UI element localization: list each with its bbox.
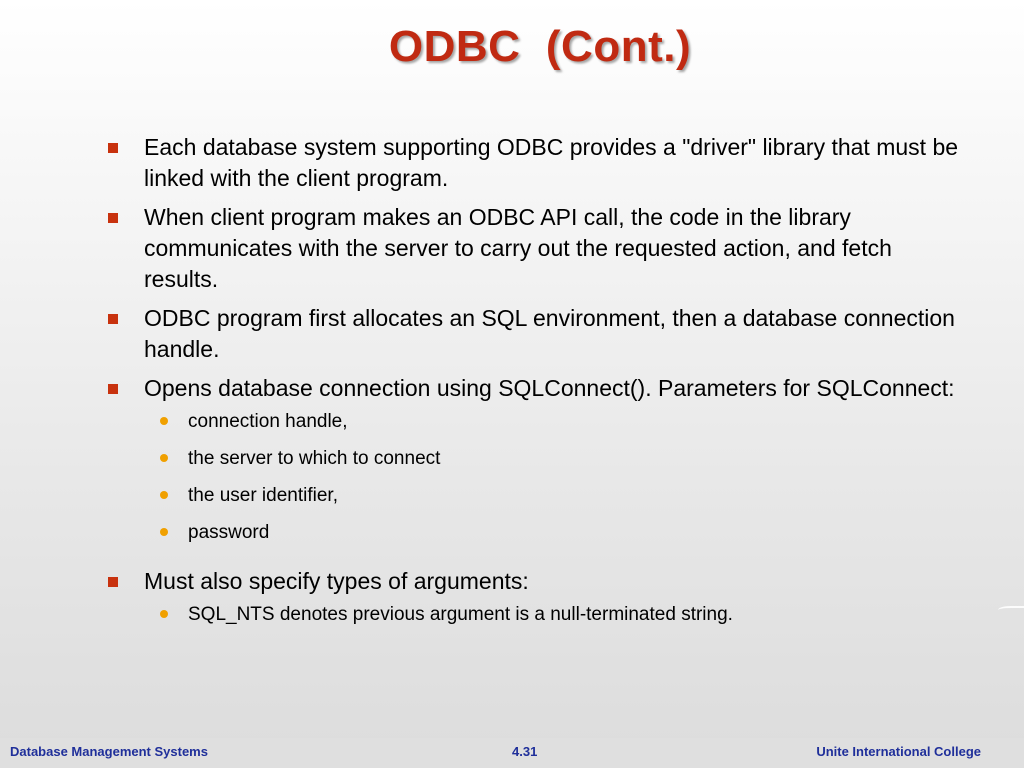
bullet-text: Opens database connection using SQLConnect(). Parameters for SQLConnect: xyxy=(144,375,955,401)
bullet-text: Each database system supporting ODBC provides a "driver" library that must be linked with the client program. xyxy=(144,134,959,191)
bullet-item xyxy=(104,132,964,194)
sub-bullet-list xyxy=(148,410,964,558)
bullet-text: Must also specify types of arguments: xyxy=(144,568,529,594)
sub-bullet-text: password xyxy=(188,522,270,543)
square-bullet-icon xyxy=(108,213,118,223)
sub-bullet-item xyxy=(148,484,964,521)
round-bullet-icon xyxy=(160,491,168,499)
bullet-text: ODBC program first allocates an SQL environment, then a database connection handle. xyxy=(144,305,955,362)
sub-bullet-text: connection handle, xyxy=(188,411,348,432)
decorative-swoosh xyxy=(998,606,1024,614)
round-bullet-icon xyxy=(160,610,168,618)
sub-bullet-text: SQL_NTS denotes previous argument is a null-terminated string. xyxy=(188,604,733,625)
bullet-item xyxy=(104,202,964,295)
sub-bullet-text: the server to which to connect xyxy=(188,448,441,469)
sub-bullet-list xyxy=(148,603,964,640)
footer-institution: Unite International College xyxy=(816,744,981,759)
bullet-text: When client program makes an ODBC API call, the code in the library communicates with the server to carry out the requested action, and fetch results. xyxy=(144,204,892,292)
sub-bullet-item xyxy=(148,410,964,447)
footer-course-title: Database Management Systems xyxy=(10,744,208,759)
square-bullet-icon xyxy=(108,384,118,394)
bullet-item xyxy=(104,373,964,558)
square-bullet-icon xyxy=(108,577,118,587)
sub-bullet-item xyxy=(148,603,964,640)
slide-title: ODBC (Cont.) xyxy=(388,22,692,71)
square-bullet-icon xyxy=(108,143,118,153)
sub-bullet-item xyxy=(148,447,964,484)
footer-slide-number: 4.31 xyxy=(512,744,538,759)
sub-bullet-item xyxy=(148,521,964,558)
sub-bullet-text: the user identifier, xyxy=(188,485,338,506)
square-bullet-icon xyxy=(108,314,118,324)
bullet-item xyxy=(104,566,964,640)
round-bullet-icon xyxy=(160,528,168,536)
bullet-item xyxy=(104,303,964,365)
round-bullet-icon xyxy=(160,454,168,462)
round-bullet-icon xyxy=(160,417,168,425)
slide-footer xyxy=(0,738,1024,768)
bullet-list xyxy=(104,132,964,648)
